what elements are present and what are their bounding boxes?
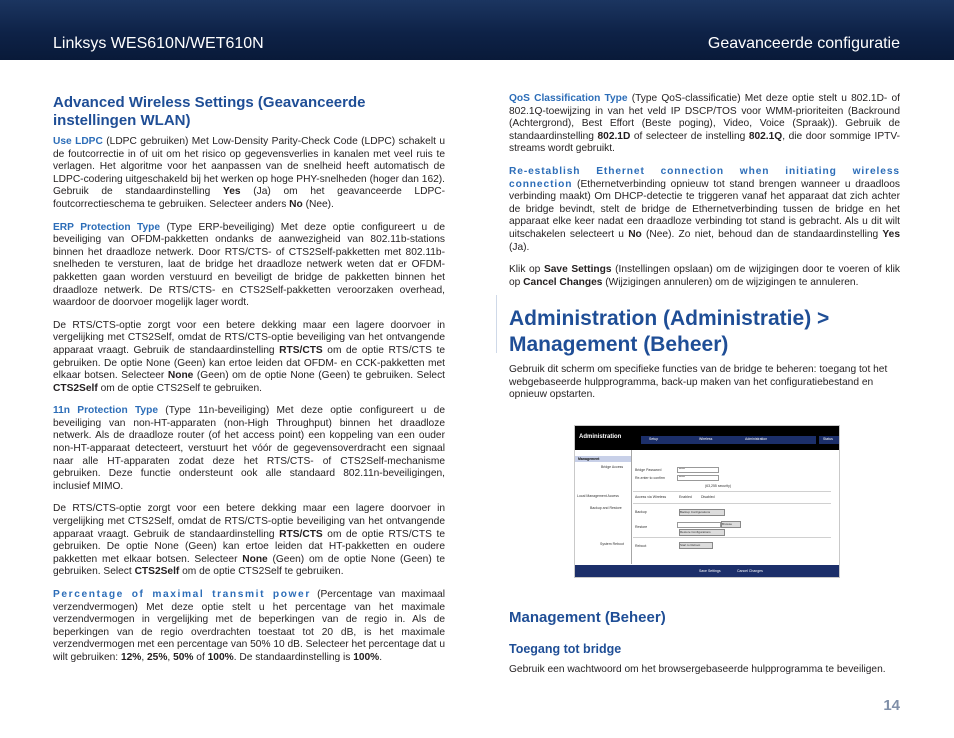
rts-bold: None: [167, 370, 194, 382]
screenshot-bridge-password: Bridge Password: [635, 468, 662, 472]
rts-text: De RTS/CTS-optie zorgt voor een betere dekking maar een lagere doorvoer in vergelijking met CTS2Self, omdat de RTS/CTS-optie beveiliging van het ontvangende apparaat vraagt. Gebruik de standaardinstelling: [53, 319, 445, 356]
screenshot-access-wireless: Access via Wireless: [635, 495, 667, 499]
power-50: 50%: [173, 651, 194, 663]
click-text: Klik op: [509, 264, 544, 276]
rts-text: (Geen) om de optie None (Geen) te gebruiken. Select: [53, 553, 445, 578]
reestablish-text: (Ja).: [509, 241, 530, 253]
power-100: 100%: [207, 651, 234, 663]
rts-paragraph-1: [53, 320, 445, 396]
erp-term: ERP Protection Type: [53, 221, 161, 233]
rts-bold: RTS/CTS: [279, 344, 323, 356]
screenshot-save-button: Save Settings: [699, 569, 721, 573]
erp-text: (Type ERP-beveiliging) Met deze optie configureert u de beveiliging van OFDM-pakketten ondanks de aanwezigheid van 802.11b-stations binnen het draadloze netwerk. Door RTS/CTS- of CTS2Self-pakketten met 802.11b-snelheden te versturen, laat de bridge het draadloze netwerk weten dat er OFDM-pakketten gaan worden verstuurd en beveiligt de bridge de pakketten binnen het draadloze netwerk. De RTS/CTS- en CTS2Self-pakketten veroorzaken overhead, waardoor de doorvoer mogelijk lager wordt.: [53, 221, 445, 309]
screenshot-reboot-label: Reboot: [635, 544, 647, 548]
rts-bold: None: [242, 553, 268, 565]
right-column: [509, 93, 900, 299]
power-default: 100%: [353, 651, 380, 663]
screenshot-restore-button: Restore Configurations: [679, 529, 725, 536]
bridge-access-block: [509, 664, 909, 687]
ldpc-text: (Ja) om het geavanceerde LDPC-foutcorrectieschema te gebruiken. Selecteer anders: [53, 186, 446, 210]
intro-paragraph: Gebruik dit scherm om specifieke functies van de bridge te beheren: toegang tot het webgebaseerde hulpprogramma, back-up maken van het configuratiebestand en opnieuw opstarten.: [509, 364, 888, 401]
power-of: of: [193, 651, 208, 663]
screenshot-local-mgmt: Local Management Access: [577, 494, 619, 498]
n11-term: 11n Protection Type: [53, 405, 158, 417]
rts-text: om de optie RTS/CTS te gebruiken. De optie None (Geen) kan ertoe leiden dat OFDM- en CCK-pakketten met elkaar botsen. Selecteer: [53, 344, 445, 382]
qos-d: 802.1D: [597, 130, 631, 142]
page-number: 14: [883, 697, 900, 714]
screenshot-row-divider: [633, 537, 831, 538]
power-text: . De standaardinstelling is: [233, 651, 354, 663]
screenshot-cancel-button: Cancel Changes: [737, 569, 763, 573]
rts-paragraph-2: [53, 503, 445, 579]
header-band: [0, 0, 954, 60]
click-paragraph: [509, 264, 900, 289]
screenshot-reenter-mask: *****: [679, 475, 685, 479]
screenshot-status: [819, 436, 839, 444]
screenshot-restore-label: Restore: [635, 525, 648, 529]
qos-paragraph: [509, 93, 900, 156]
reestablish-text: (Ethernetverbinding opnieuw tot stand brengen wanneer u draadloos verbinding maakt) Om DHCP-detectie te triggeren vanaf het apparaat dat zich achter de bridge bevindt, stelt de bridge de Ethernetverbinding tussen de bridge en het apparaat elke keer nadat een draadloze verbinding tot stand is gebracht. Als u dit wilt uitschakelen selecteert u: [509, 178, 900, 240]
reestablish-yes: Yes: [882, 228, 900, 240]
save-settings-ref: Save Settings: [543, 264, 612, 276]
click-text: (Wijzigingen annuleren) om de wijzigingen te annuleren.: [602, 276, 859, 288]
qos-text: (Type QoS-classificatie) Met deze optie stelt u 802.1D- of 802.1Q-toewijzing in van het veld IP DSCP/TOS voor WMM-prioriteiten (Backround (Achtergrond), Best Effort (Beste poging), Video, Voice (Spraak)). Gebruik de standaardinstelling: [509, 93, 900, 142]
ldpc-term: Use LDPC: [53, 136, 103, 147]
power-text: (Percentage van maximaal verzendvermogen) Met deze optie stelt u het percentage van het maximale verzendvermogen in vergelijking met de beperkingen van de regio in. Als de beperkingen van de regio overdrachten toestaat tot 20 dB, is het maximale verzendvermogen met een percentage van 50% 10 dB. Selecteer het percentage dat u wilt gebruiken:: [53, 589, 445, 663]
cancel-changes-ref: Cancel Changes: [523, 276, 603, 288]
section-rule: [496, 295, 497, 353]
manual-title: Linksys WES610N/WET610N: [53, 35, 264, 52]
screenshot-password-mask: *****: [679, 467, 685, 471]
intro-block: [509, 364, 900, 412]
screenshot-browse-button: Browse: [721, 521, 741, 528]
screenshot-backup-button: Backup Configurations: [679, 509, 725, 516]
screenshot-divider: [631, 450, 632, 564]
screenshot-password-field: [677, 467, 719, 473]
left-column: [53, 94, 445, 675]
screenshot-bridge-access: Bridge Access: [601, 465, 624, 469]
rts-text: om de optie CTS2Self te gebruiken.: [179, 566, 344, 578]
bridge-access-paragraph: Gebruik een wachtwoord om het browsergebaseerde hulpprogramma te beveiligen.: [509, 664, 886, 675]
power-paragraph: [53, 589, 445, 665]
n11-text: (Type 11n-beveiliging) Met deze optie configureert u de beveiliging van non-HT-apparaten (non-High Throughput) binnen het draadloze netwerk. Als de draadloze router (of het access point) een koppeling van een ouder non-HT-apparaat detecteert, verstuurt het vóór de gegevensoverdracht een signaal naar alle HT-apparaten zodat deze het RTS/CTS- of CTS2Self-mechanisme gebruiken. Deze functie ondersteunt ook alle standaard 802.11n-beveiligingen, inclusief MIMO.: [53, 405, 445, 492]
rts-bold: CTS2Self: [134, 566, 180, 578]
erp-paragraph: [53, 222, 445, 310]
screenshot-backup-restore: Backup and Restore: [590, 506, 622, 510]
bridge-access-heading: Toegang tot bridge: [509, 642, 622, 656]
ldpc-text: (LDPC gebruiken) Met Low-Density Parity-Check Code (LDPC) schakelt u de foutcorrectie in of uit om het risico op gegevensverlies in kanalen met veel ruis te verlagen. Het algoritme voor het aanpassen van de snelheid heeft automatisch de LDPC-codering uitgeschakeld bij het werken op hoge PHY-snelheden (hoger dan 162). Gebruik de standaardinstelling: [53, 136, 445, 198]
screenshot-restore-field: [677, 522, 721, 528]
screenshot-tab-administration: Administration: [745, 437, 768, 441]
screenshot-reboot-button: Start to Reboot: [679, 542, 713, 549]
screenshot-tabs: [641, 436, 816, 444]
power-sep: ,: [141, 651, 148, 663]
rts-text: (Geen) om de optie None (Geen) te gebruiken. Select: [193, 370, 445, 382]
screenshot-reenter: Re-enter to confirm: [635, 476, 665, 480]
rts-bold: RTS/CTS: [279, 528, 323, 540]
ldpc-yes: Yes: [223, 186, 241, 198]
qos-q: 802.1Q: [748, 130, 783, 142]
reestablish-no: No: [628, 228, 642, 240]
screenshot-tab-setup: Setup: [649, 437, 659, 441]
power-end: .: [379, 651, 383, 663]
rts-text: om de optie CTS2Self te gebruiken.: [97, 382, 262, 394]
screenshot-bottom-bar: [575, 565, 839, 577]
reestablish-term: Re-establish Ethernet connection when initiating wireless connection: [509, 165, 900, 190]
screenshot-disabled: Disabled: [701, 495, 715, 499]
qos-text: , die door sommige IPTV-streams wordt gebruikt.: [509, 130, 900, 155]
screenshot-system-reboot: System Reboot: [600, 542, 624, 546]
administration-title: Administration (Administratie) > Management (Beheer): [509, 307, 830, 356]
management-heading: Management (Beheer): [509, 609, 666, 626]
screenshot-backup-label: Backup: [635, 510, 647, 514]
management-screenshot: [574, 425, 840, 578]
power-12: 12%: [120, 651, 142, 663]
ldpc-text: (Nee).: [302, 198, 334, 210]
screenshot-row-divider: [633, 503, 831, 504]
section-title: Geavanceerde configuratie: [707, 35, 900, 52]
screenshot-status-label: Status: [823, 437, 833, 441]
reestablish-text: (Nee). Zo niet, behoud dan de standaardinstelling: [641, 228, 883, 240]
advanced-wireless-heading: Advanced Wireless Settings (Geavanceerde instellingen WLAN): [53, 94, 366, 129]
screenshot-tab-wireless: Wireless: [699, 437, 713, 441]
rts-text: om de optie RTS/CTS te gebruiken. De optie None (Geen) kan ertoe leiden dat HT-pakketten en oudere pakketten met elkaar botsen. Selecteer: [53, 528, 445, 565]
screenshot-row-divider: [633, 491, 831, 492]
qos-text: of selecteer de instelling: [630, 130, 749, 142]
screenshot-reenter-field: [677, 475, 719, 481]
screenshot-max-chars: (63,255 security): [705, 484, 732, 488]
click-text: (Instellingen opslaan) om de wijzigingen door te voeren of klik op: [509, 264, 900, 288]
screenshot-administration-label: Administration: [579, 434, 622, 440]
reestablish-paragraph: [509, 166, 900, 254]
ldpc-paragraph: [53, 136, 445, 212]
screenshot-enabled: Enabled: [679, 495, 692, 499]
power-term: Percentage of maximal transmit power: [53, 589, 311, 600]
screenshot-management-label: Management: [578, 457, 600, 461]
rts-bold: CTS2Self: [53, 382, 98, 394]
rts-text: De RTS/CTS-optie zorgt voor een betere dekking maar een lagere doorvoer in vergelijking met CTS2Self, omdat de RTS/CTS-optie beveiliging van het ontvangende apparaat vraagt. Gebruik de standaardinstelling: [53, 503, 445, 540]
n11-paragraph: [53, 405, 445, 493]
ldpc-no: No: [289, 198, 303, 210]
screenshot-management-bar: [575, 456, 631, 462]
qos-term: QoS Classification Type: [509, 93, 628, 104]
power-sep: ,: [167, 651, 174, 663]
power-25: 25%: [147, 651, 168, 663]
